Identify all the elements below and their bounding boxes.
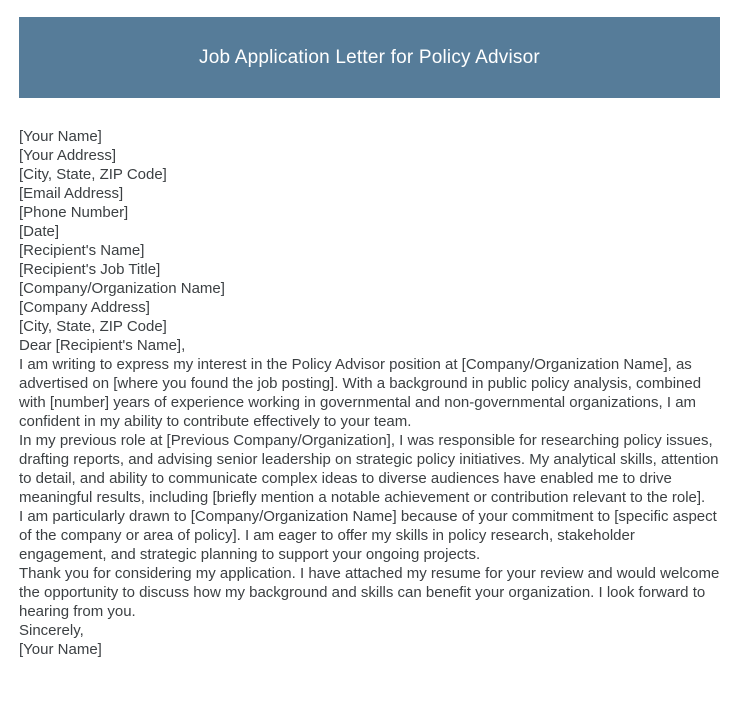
address-line: [City, State, ZIP Code] <box>19 318 167 335</box>
address-line: [Phone Number] <box>19 204 129 221</box>
letter-paragraphs <box>19 355 720 621</box>
salutation-line: Dear [Recipient's Name], <box>19 337 186 354</box>
document-title-banner <box>19 17 720 98</box>
address-line: [City, State, ZIP Code] <box>19 166 167 183</box>
letter-paragraph: In my previous role at [Previous Company/Organization], I was responsible for researching policy issues, drafting reports, and advising senior leadership on strategic policy initiatives. My analytical skills, attention to detail, and ability to communicate complex ideas to diverse audiences have enabled me to drive meaningful results, including [briefly mention a notable achievement or contribution relevant to the role]. <box>19 432 719 506</box>
recipient-address-block <box>19 241 720 336</box>
sender-address-block <box>19 127 720 241</box>
address-line: [Email Address] <box>19 185 124 202</box>
address-line: [Your Name] <box>19 128 102 145</box>
address-line: [Recipient's Name] <box>19 242 145 259</box>
address-line: [Company Address] <box>19 299 150 316</box>
letter-paragraph: Thank you for considering my application. I have attached my resume for your review and would welcome the opportunity to discuss how my background and skills can benefit your organization. I look forward to hearing from you. <box>19 565 720 620</box>
document-title: Job Application Letter for Policy Advisor <box>199 46 540 68</box>
address-line: [Recipient's Job Title] <box>19 261 161 278</box>
address-line: [Your Address] <box>19 147 117 164</box>
letter-body <box>19 127 720 659</box>
address-line: [Date] <box>19 223 60 240</box>
closing-line: Sincerely, <box>19 622 84 639</box>
letter-paragraph: I am particularly drawn to [Company/Organization Name] because of your commitment to [specific aspect of the company or area of policy]. I am eager to offer my skills in policy research, stakeholder engagement, and strategic planning to support your ongoing projects. <box>19 508 717 563</box>
signature-line: [Your Name] <box>19 641 102 658</box>
letter-paragraph: I am writing to express my interest in the Policy Advisor position at [Company/Organization Name], as advertised on [where you found the job posting]. With a background in public policy analysis, combined with [number] years of experience working in governmental and non-governmental organizations, I am confident in my ability to contribute effectively to your team. <box>19 356 702 430</box>
address-line: [Company/Organization Name] <box>19 280 225 297</box>
